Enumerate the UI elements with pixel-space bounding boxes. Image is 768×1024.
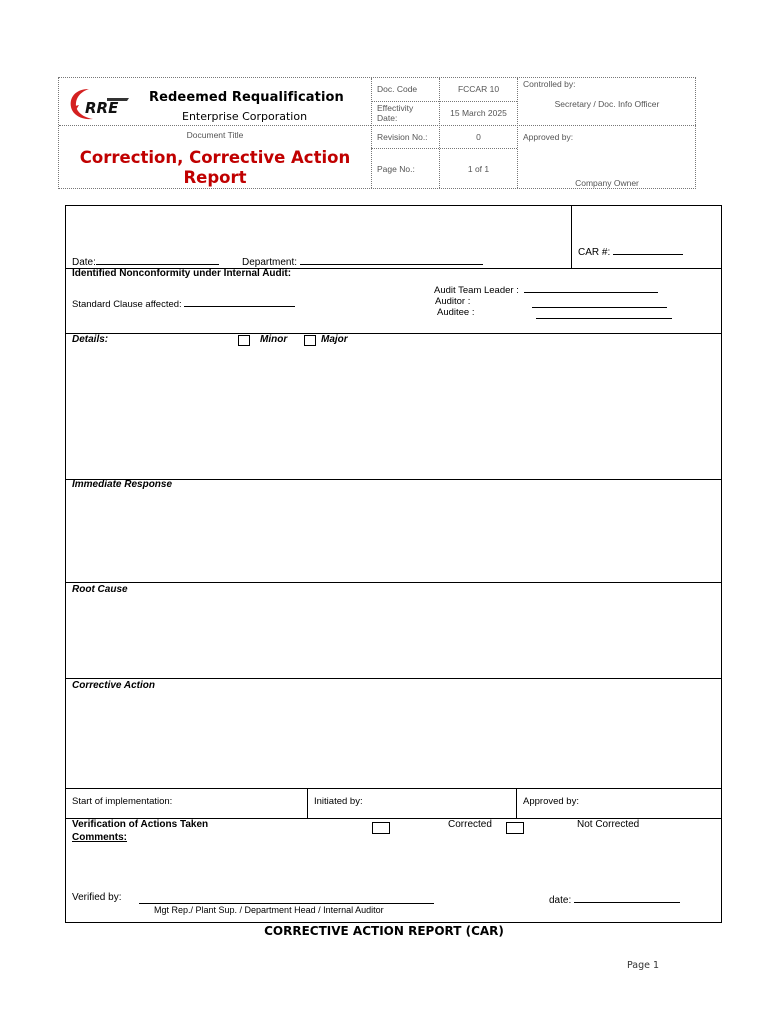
audit-team-leader-line [524,282,658,293]
car-number-field[interactable] [578,244,683,258]
effectivity-value: 15 March 2025 [450,108,507,118]
minor-label: Minor [260,334,288,345]
page-number: Page 1 [627,960,660,971]
verify-date-field[interactable] [549,892,680,906]
corrected-checkbox[interactable] [372,822,390,834]
doc-code-label: Doc. Code [377,84,418,94]
effectivity-label-line1: Effectivity [377,103,414,113]
department-field[interactable] [242,254,483,268]
verified-by-subtext: Mgt Rep./ Plant Sup. / Department Head / Internal Auditor [154,905,384,915]
auditee-label: Auditee : [437,307,475,318]
date-field[interactable] [72,254,219,268]
standard-clause-field[interactable] [72,296,295,310]
document-title-label: Document Title [186,130,244,140]
audit-team-leader-label: Audit Team Leader : [434,285,519,296]
document-title [59,148,371,188]
header-divider [371,78,372,188]
auditee-field[interactable] [437,307,475,318]
approved-by-header-label: Approved by: [523,132,574,142]
not-corrected-checkbox[interactable] [506,822,524,834]
comments-label: Comments: [72,832,128,843]
major-label: Major [321,334,348,345]
major-checkbox[interactable] [304,335,316,346]
auditor-label: Auditor : [435,296,471,307]
logo-swoosh-icon [67,86,131,122]
immediate-response-label: Immediate Response [72,479,173,490]
row-divider [66,788,721,789]
verified-by-label: Verified by: [72,892,122,903]
details-label: Details: [72,334,109,345]
root-cause-label: Root Cause [72,584,128,595]
cell-divider [307,788,308,818]
controlled-by-label: Controlled by: [523,79,576,89]
header-divider [517,78,518,188]
header-divider [371,125,696,126]
car-form [65,205,722,923]
minor-checkbox[interactable] [238,335,250,346]
car-number-label: CAR #: [578,247,611,258]
auditee-line [536,318,672,319]
revision-value: 0 [476,132,481,142]
verify-date-label: date: [549,895,572,906]
department-line [300,254,483,265]
corrective-action-label: Corrective Action [72,680,155,691]
approved-by-field[interactable]: Approved by: [523,796,579,807]
verify-date-line [574,892,680,903]
cell-divider [571,206,572,268]
effectivity-label [377,103,413,123]
footer-title: CORRECTIVE ACTION REPORT (CAR) [264,924,504,938]
page-no-value: 1 of 1 [467,164,490,174]
car-number-line [613,244,683,255]
org-name-line1: Redeemed Requalification [149,90,344,105]
verification-heading: Verification of Actions Taken [72,819,209,830]
initiated-by-field[interactable]: Initiated by: [314,796,363,807]
date-line [96,254,219,265]
audit-team-leader-field[interactable] [434,282,658,296]
row-divider [66,678,721,679]
header-divider [371,148,517,149]
auditor-line [532,307,667,308]
corrected-label: Corrected [448,819,492,830]
page-no-label: Page No.: [377,164,415,174]
effectivity-label-line2: Date: [377,113,398,123]
document-title-line1: Correction, Corrective Action [79,148,351,167]
revision-label: Revision No.: [377,132,428,142]
document-title-line2: Report [183,168,247,187]
cell-divider [516,788,517,818]
row-divider [66,582,721,583]
org-name-line2: Enterprise Corporation [182,110,308,123]
doc-code-value: FCCAR 10 [457,84,500,94]
standard-clause-line [184,296,295,307]
auditor-field[interactable] [435,296,470,307]
standard-clause-label: Standard Clause affected: [72,299,182,310]
controlled-by-value: Secretary / Doc. Info Officer [554,99,660,109]
not-corrected-label: Not Corrected [577,819,640,830]
logo-text: RRE [85,99,119,117]
verified-by-line[interactable] [139,903,434,904]
company-logo [67,86,131,122]
approved-by-header-value: Company Owner [575,178,639,188]
date-label: Date: [72,257,96,268]
header-divider [59,125,371,126]
document-header [58,77,696,189]
department-label: Department: [242,257,298,268]
header-divider [371,101,517,102]
nonconformity-heading: Identified Nonconformity under Internal Audit: [72,268,292,279]
row-divider [66,333,721,334]
start-implementation-field[interactable]: Start of implementation: [72,796,173,807]
